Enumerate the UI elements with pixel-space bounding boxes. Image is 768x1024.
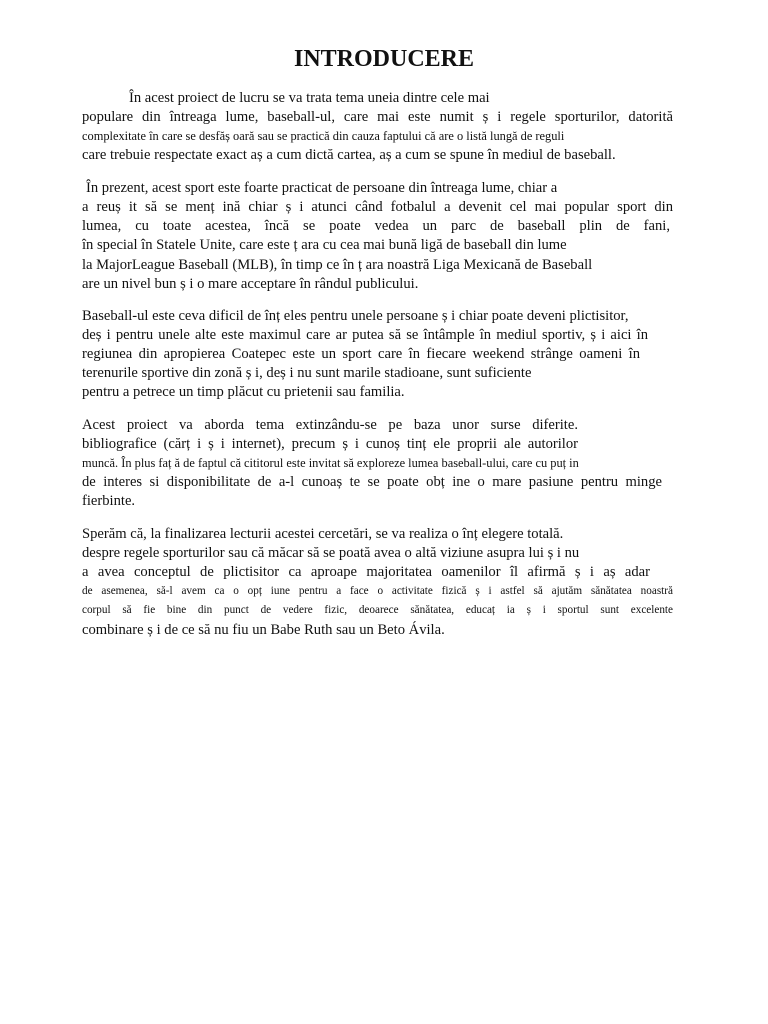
paragraph-3-line-5: pentru a petrece un timp plăcut cu prietenii sau familia. <box>82 384 405 400</box>
paragraph-1-line-4: care trebuie respectate exact aș a cum dictă cartea, aș a cum se spune în mediul de baseball. <box>82 147 616 163</box>
paragraph-1-line-1: În acest proiect de lucru se va trata tema uneia dintre cele mai <box>129 90 490 106</box>
paragraph-4-line-4: de interes si disponibilitate de a-l cunoaș te se poate obț ine o mare pasiune pentru minge <box>82 474 662 490</box>
paragraph-3-line-4: terenurile sportive din zonă ș i, deș i nu sunt marile stadioane, sunt suficiente <box>82 365 532 381</box>
paragraph-2-line-2: a reuș it să se menț ină chiar ș i atunci când fotbalul a devenit cel mai popular sport din <box>82 199 673 215</box>
paragraph-4-line-1: Acest proiect va aborda tema extinzându-se pe baza unor surse diferite. <box>82 417 578 433</box>
paragraph-3-line-3: regiunea din apropierea Coatepec este un sport care în fiecare weekend strânge oameni în <box>82 346 640 362</box>
paragraph-2-line-1: În prezent, acest sport este foarte practicat de persoane din întreaga lume, chiar a <box>86 180 558 196</box>
page-title: INTRODUCERE <box>293 46 475 72</box>
paragraph-5-line-5: corpul să fie bine din punct de vedere fizic, deoarece sănătatea, educaț ia ș i sportul sunt excelente <box>82 604 673 616</box>
paragraph-1-line-3: complexitate în care se desfăș oară sau se practică din cauza faptului că are o listă lungă de reguli <box>82 129 565 143</box>
paragraph-4-line-5: fierbinte. <box>82 493 136 509</box>
paragraph-4-line-2: bibliografice (cărț i ș i internet), precum ș i cunoș tinț ele proprii ale autorilor <box>82 436 578 452</box>
paragraph-5-line-1: Sperăm că, la finalizarea lecturii acestei cercetări, se va realiza o înț elegere totală. <box>82 526 564 542</box>
paragraph-4-line-3: muncă. În plus faț ă de faptul că cititorul este invitat să exploreze lumea baseball-ului, care cu puț in <box>82 456 579 470</box>
paragraph-5-line-6: combinare ș i de ce să nu fiu un Babe Ruth sau un Beto Ávila. <box>82 622 445 638</box>
paragraph-2-line-6: are un nivel bun ș i o mare acceptare în rândul publicului. <box>82 276 419 292</box>
paragraph-1-line-2: populare din întreaga lume, baseball-ul, care mai este numit ș i regele sporturilor, datorită <box>82 109 673 125</box>
paragraph-5-line-2: despre regele sporturilor sau că măcar să se poată avea o altă viziune asupra lui ș i nu <box>82 545 580 561</box>
paragraph-5-line-3: a avea conceptul de plictisitor ca aproape majoritatea oamenilor îl afirmă ș i aș adar <box>82 564 650 580</box>
paragraph-5-line-4: de asemenea, să-l avem ca o opț iune pentru a face o activitate fizică ș i astfel să ajutăm sănătatea noastră <box>82 585 673 597</box>
paragraph-2-line-3: lumea, cu toate acestea, încă se poate vedea un parc de baseball plin de fani, <box>82 218 670 234</box>
paragraph-3-line-2: deș i pentru unele alte este maximul care ar putea să se întâmple în mediul sportiv, ș i aici în <box>82 327 648 343</box>
paragraph-2-line-5: la MajorLeague Baseball (MLB), în timp ce în ț ara noastră Liga Mexicană de Baseball <box>82 257 593 273</box>
paragraph-2-line-4: în special în Statele Unite, care este ț ara cu cea mai bună ligă de baseball din lume <box>82 237 567 253</box>
paragraph-3-line-1: Baseball-ul este ceva dificil de înț eles pentru unele persoane ș i chiar poate deveni plictisitor, <box>82 308 629 324</box>
